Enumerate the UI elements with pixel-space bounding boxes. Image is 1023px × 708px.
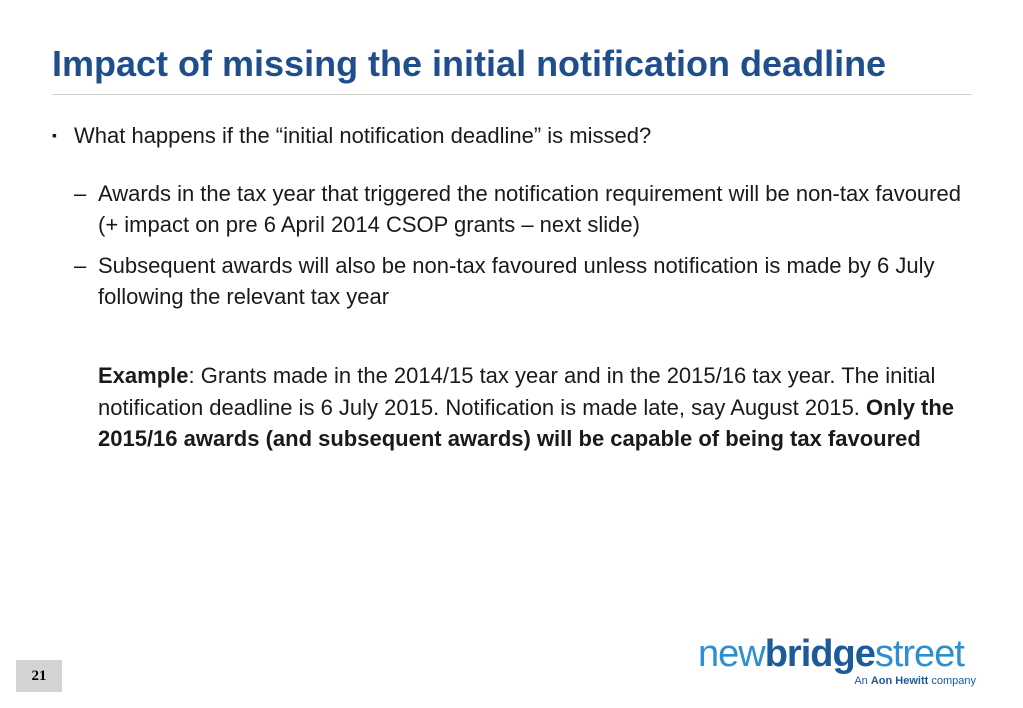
logo-wordmark: [698, 632, 978, 676]
logo-part-street: street: [874, 633, 964, 675]
newbridgestreet-logo: [698, 632, 978, 692]
example-label: Example: [98, 363, 189, 388]
logo-tagline: [854, 675, 976, 687]
bullet-marker-icon: ▪: [52, 127, 57, 143]
logo-part-bridge: bridge: [764, 633, 875, 675]
logo-tagline-suffix: company: [928, 675, 976, 687]
main-bullet: [52, 120, 651, 151]
example-text: : Grants made in the 2014/15 tax year and in the 2015/16 tax year. The initial notification deadline is 6 July 2015. Notification is made late, say August 2015.: [98, 363, 936, 420]
logo-part-new: new: [698, 633, 765, 675]
page-number: 21: [16, 660, 62, 692]
main-bullet-text: What happens if the “initial notification deadline” is missed?: [74, 123, 652, 148]
example-emphasis: Only the 2015/16 awards (and subsequent awards) will be capable of being tax favoured: [98, 394, 955, 451]
sub-point-2-text: Subsequent awards will also be non-tax favoured unless notification is made by 6 July following the relevant tax year: [98, 253, 935, 309]
sub-point-1: [74, 178, 964, 240]
sub-point-1-text: Awards in the tax year that triggered the notification requirement will be non-tax favoured (+ impact on pre 6 April 2014 CSOP grants – next slide): [98, 181, 961, 237]
slide-title: Impact of missing the initial notification deadline: [52, 43, 887, 84]
dash-marker: –: [74, 181, 87, 206]
dash-marker: –: [74, 253, 87, 278]
sub-point-2: [74, 250, 964, 312]
logo-tagline-prefix: An: [854, 675, 871, 687]
logo-tagline-brand: Aon Hewitt: [870, 675, 929, 687]
title-divider: [52, 94, 972, 95]
example-paragraph: [98, 360, 958, 455]
